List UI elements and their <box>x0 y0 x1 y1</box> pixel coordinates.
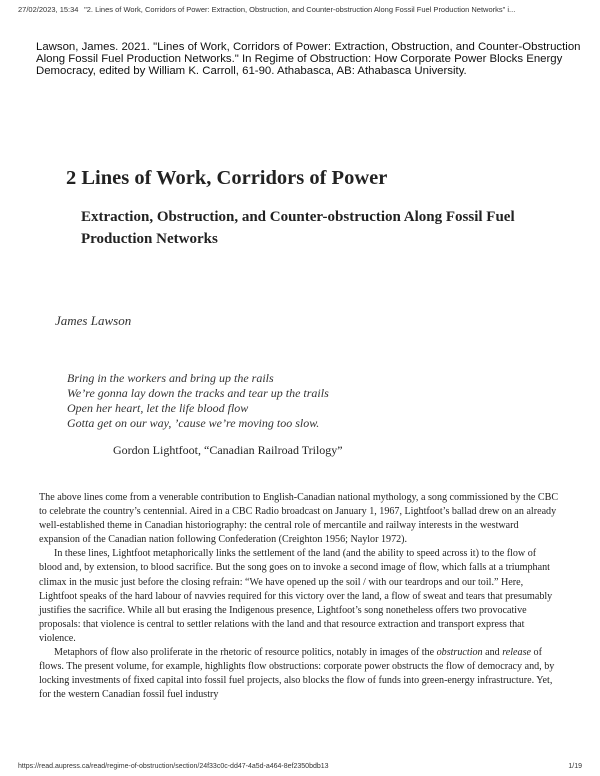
print-datetime: 27/02/2023, 15:34 <box>18 5 79 14</box>
paragraph-3-text: of flows. The present volume, for example, highlights flow obstructions: corporate power obstructs the flow of democracy and, by locking investments of fixed capital into fossil fuel projects, also blocks the flow of funds into green-energy infrastructure. Yet, for the western Canadian fossil fuel industry <box>39 647 555 701</box>
paragraph-3 <box>39 646 560 702</box>
epigraph-line: Bring in the workers and bring up the rails <box>67 371 274 385</box>
page-number: 1/19 <box>568 763 582 770</box>
epigraph-line: Gotta get on our way, ’cause we’re moving too slow. <box>67 416 320 430</box>
chapter-author: James Lawson <box>55 313 132 328</box>
paragraph-3-text: and <box>482 647 503 659</box>
print-footer <box>18 763 582 770</box>
epigraph-line: We’re gonna lay down the tracks and tear up the trails <box>67 386 329 400</box>
epigraph <box>67 371 329 431</box>
footer-url: https://read.aupress.ca/read/regime-of-obstruction/section/24f33c0c-dd47-4a5d-a464-8ef2350bdb13 <box>18 763 329 770</box>
paragraph-1: The above lines come from a venerable contribution to English-Canadian national mythology, a song commissioned by the CBC to celebrate the country’s centennial. Aired in a CBC Radio broadcast on January 1, 1967, Lightfoot’s ballad drew on an already well-established theme in Canadian historiography: the central role of mercantile and railway interests in the westward expansion of the Canadian nation following Confederation (Creighton 1956; Naylor 1972). <box>39 492 559 546</box>
chapter-subtitle: Extraction, Obstruction, and Counter-obstruction Along Fossil Fuel Production Networks <box>81 209 515 247</box>
emphasis-obstruction: obstruction <box>436 647 483 659</box>
emphasis-release: release <box>502 647 531 659</box>
epigraph-attribution: Gordon Lightfoot, “Canadian Railroad Trilogy” <box>113 443 343 457</box>
epigraph-line: Open her heart, let the life blood flow <box>67 401 249 415</box>
paragraph-2: In these lines, Lightfoot metaphorically links the settlement of the land (and the ability to speed across it) to the flow of blood and, by extension, to blood sacrifice. But the song goes on to invoke a second image of flow, which falls at a triumphant climax in the music just before the closing refrain: “We have opened up the soil / with our teardrops and our toil.” Here, Lightfoot speaks of the hard labour of navvies required for this victory over the land, a flow of sweat and tears that presumably justifies the sacrifice. While all but erasing the Indigenous presence, Lightfoot’s song nonetheless offers two provocative proposals: that violence is central to settler relations with the land and that resource extraction and transport express that violence. <box>39 548 553 644</box>
chapter-title: 2 Lines of Work, Corridors of Power <box>66 167 388 189</box>
citation: Lawson, James. 2021. "Lines of Work, Corridors of Power: Extraction, Obstruction, and Counter-Obstruction Along Fossil Fuel Production Networks." In Regime of Obstruction: How Corporate Power Blocks Energy Democracy, edited by William K. Carroll, 61-90. Athabasca, AB: Athabasca University. <box>36 41 581 77</box>
print-header <box>18 5 590 14</box>
print-doc-title: "2. Lines of Work, Corridors of Power: Extraction, Obstruction, and Counter-obstruction Along Fossil Fuel Production Networks" i... <box>84 5 516 14</box>
body-text <box>39 491 560 702</box>
paragraph-3-text: Metaphors of flow also proliferate in the rhetoric of resource politics, notably in images of the <box>54 647 437 659</box>
